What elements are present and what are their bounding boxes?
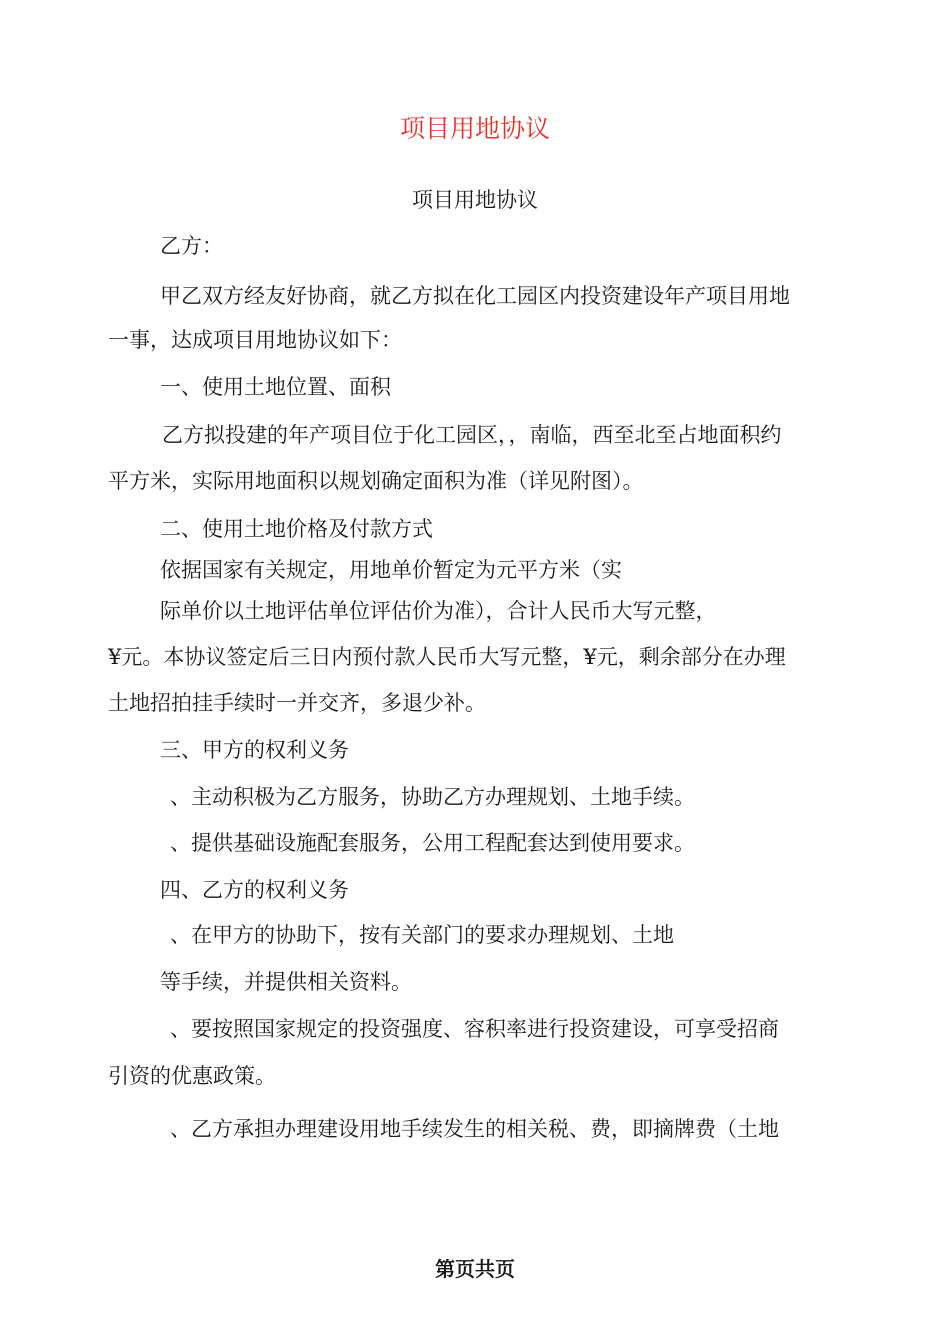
- text-line: 引资的优惠政策。: [108, 1064, 276, 1088]
- text-line: 甲乙双方经友好协商，就乙方拟在化工园区内投资建设年产项目用地: [160, 284, 790, 308]
- text-line: 乙方：: [160, 234, 223, 258]
- section-heading: 一、使用土地位置、面积: [160, 375, 391, 399]
- text-line: 一事，达成项目用地协议如下：: [108, 328, 402, 352]
- text-line: 土地招拍挂手续时一并交齐，多退少补。: [108, 691, 486, 715]
- text-line: 等手续，并提供相关资料。: [160, 970, 412, 994]
- text-line: 、主动积极为乙方服务，协助乙方办理规划、土地手续。: [170, 785, 695, 809]
- text-line: 际单价以土地评估单位评估价为准），合计人民币大写元整，: [160, 599, 717, 623]
- section-heading: 四、乙方的权利义务: [160, 878, 349, 902]
- page-footer: 第页共页: [435, 1257, 515, 1281]
- text-line: 依据国家有关规定，用地单价暂定为元平方米（实: [160, 558, 622, 582]
- text-line: 、提供基础设施配套服务，公用工程配套达到使用要求。: [170, 831, 695, 855]
- text-line: 、要按照国家规定的投资强度、容积率进行投资建设，可享受招商: [170, 1017, 779, 1041]
- section-heading: 二、使用土地价格及付款方式: [160, 517, 433, 541]
- text-line: 、乙方承担办理建设用地手续发生的相关税、费，即摘牌费（土地: [170, 1117, 779, 1141]
- text-line: 乙方拟投建的年产项目位于化工园区，，南临，西至北至占地面积约: [162, 423, 782, 447]
- section-heading: 三、甲方的权利义务: [160, 738, 349, 762]
- text-line: 平方米，实际用地面积以规划确定面积为准（详见附图）。: [108, 469, 644, 493]
- text-line: 、在甲方的协助下，按有关部门的要求办理规划、土地: [170, 923, 674, 947]
- document-subtitle: 项目用地协议: [412, 188, 538, 212]
- text-line: ¥元。本协议签定后三日内预付款人民币大写元整，¥元，剩余部分在办理: [108, 645, 786, 669]
- document-title: 项目用地协议: [399, 114, 550, 143]
